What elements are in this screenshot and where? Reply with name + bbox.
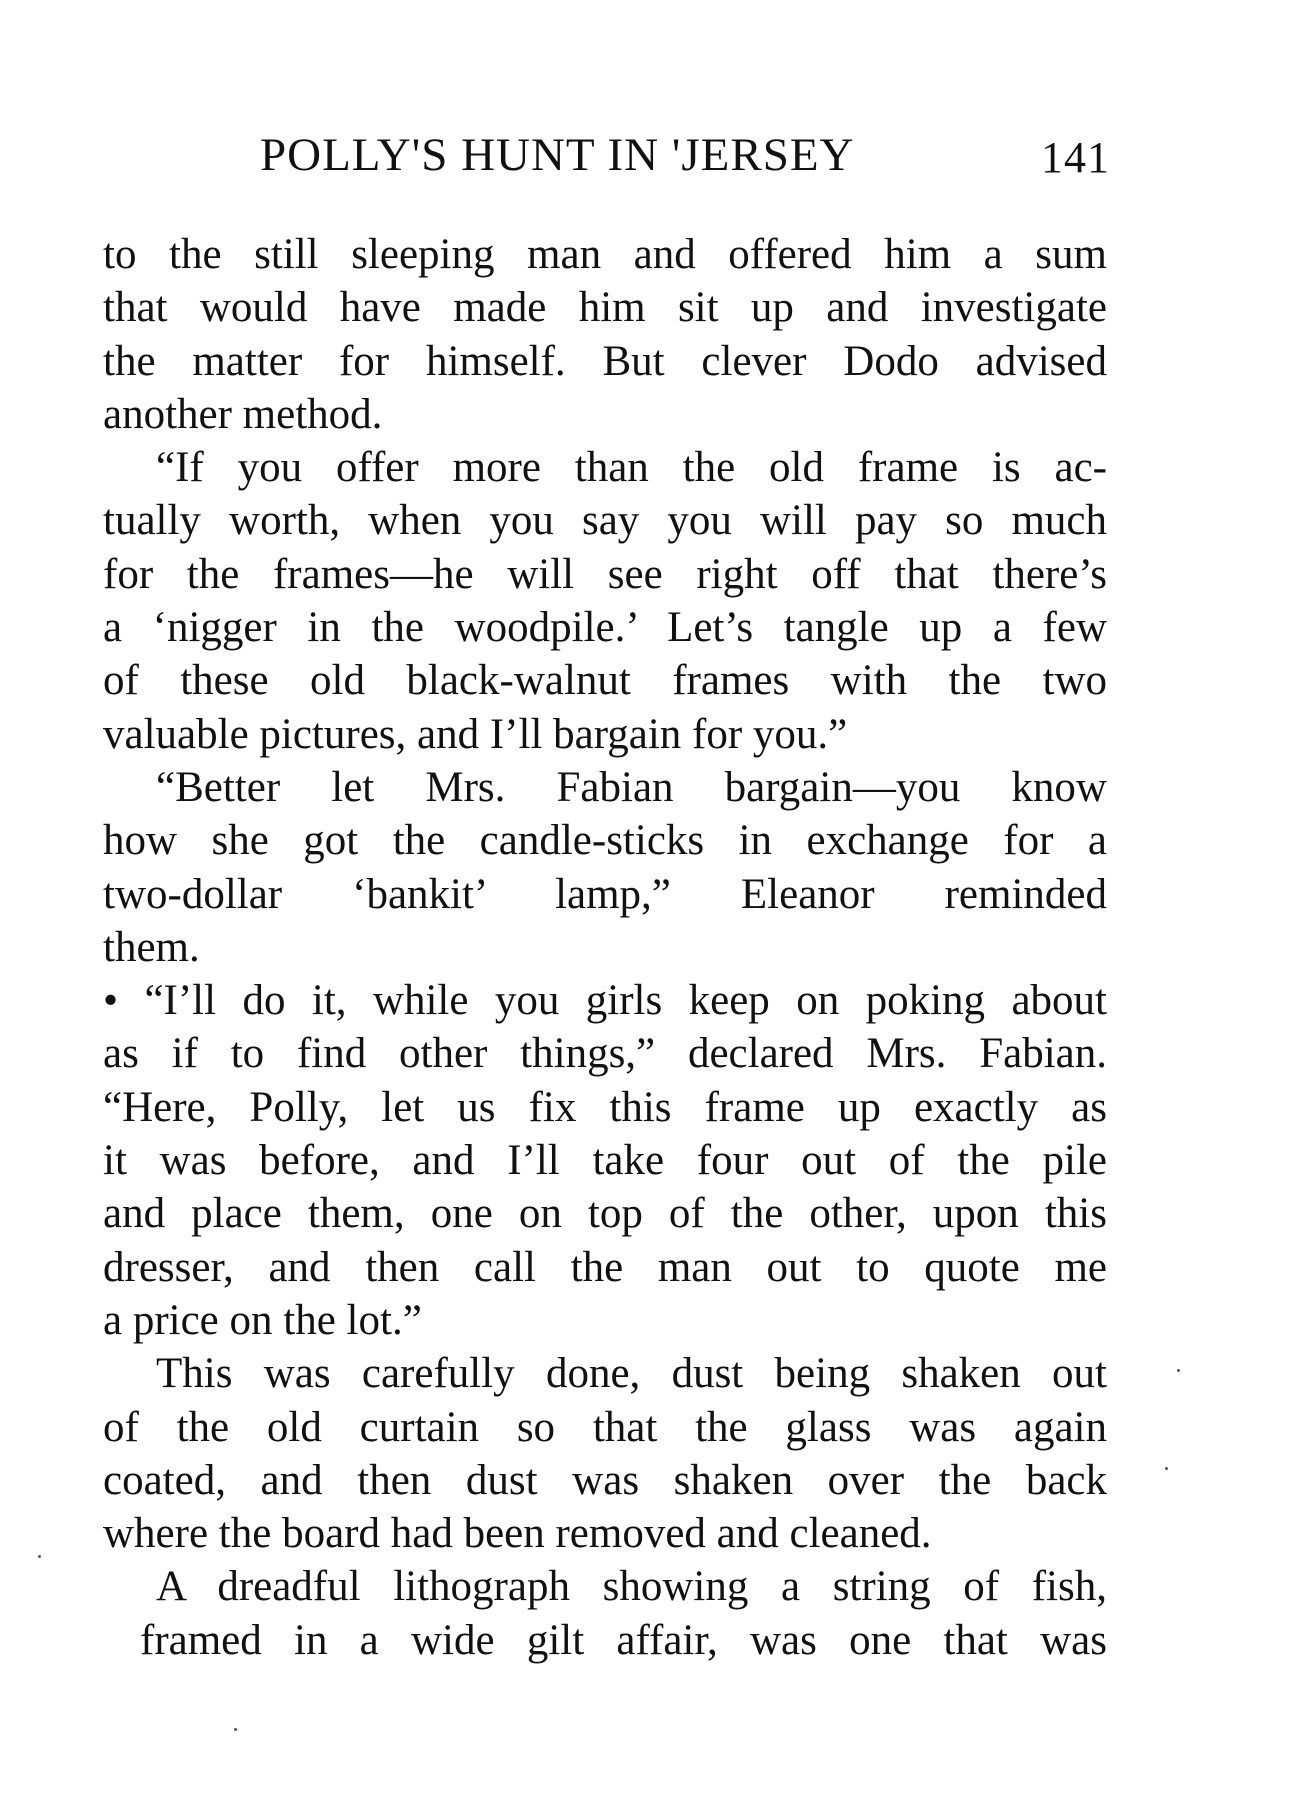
text-line: A dreadful lithograph showing a string of fish, bbox=[156, 1563, 1107, 1611]
text-line: tually worth, when you say you will pay so much bbox=[103, 497, 1107, 545]
text-line: to the still sleeping man and offered him a sum bbox=[103, 231, 1107, 278]
body-text bbox=[103, 228, 1107, 1667]
text-line: that would have made him sit up and investigate bbox=[103, 284, 1107, 332]
text-line: dresser, and then call the man out to quote me bbox=[103, 1243, 1107, 1291]
page-header bbox=[100, 128, 1110, 188]
text-line: for the frames—he will see right off that there’s bbox=[103, 550, 1107, 598]
text-line: and place them, one on top of the other, upon this bbox=[103, 1190, 1107, 1238]
text-line: it was before, and I’ll take four out of the pile bbox=[103, 1137, 1107, 1185]
text-line: of the old curtain so that the glass was again bbox=[103, 1403, 1107, 1451]
text-line: This was carefully done, dust being shaken out bbox=[156, 1350, 1107, 1398]
text-line: two-dollar ‘bankit’ lamp,” Eleanor reminded bbox=[103, 870, 1107, 918]
paper-speck bbox=[234, 1728, 237, 1731]
text-line: “Here, Polly, let us fix this frame up exactly as bbox=[103, 1083, 1107, 1131]
text-line: how she got the candle-sticks in exchange for a bbox=[103, 817, 1107, 865]
text-line: framed in a wide gilt affair, was one that was bbox=[140, 1616, 1107, 1664]
page-number: 141 bbox=[1041, 133, 1110, 182]
text-line: as if to find other things,” declared Mrs. Fabian. bbox=[103, 1030, 1107, 1078]
text-line: another method. bbox=[103, 390, 383, 438]
text-line: where the board had been removed and cleaned. bbox=[103, 1510, 932, 1558]
paper-speck bbox=[1177, 1369, 1180, 1372]
text-line: “Better let Mrs. Fabian bargain—you know bbox=[156, 763, 1107, 811]
text-line: • “I’ll do it, while you girls keep on poking about bbox=[103, 977, 1107, 1025]
text-line: a ‘nigger in the woodpile.’ Let’s tangle up a few bbox=[103, 604, 1107, 652]
paper-speck bbox=[38, 1555, 41, 1558]
text-line: “If you offer more than the old frame is ac- bbox=[156, 444, 1107, 492]
text-line: valuable pictures, and I’ll bargain for you.” bbox=[103, 710, 848, 758]
paper-speck bbox=[1165, 1467, 1168, 1470]
text-line: a price on the lot.” bbox=[103, 1296, 422, 1344]
running-head: POLLY'S HUNT IN 'JERSEY bbox=[260, 129, 855, 181]
text-line: them. bbox=[103, 923, 200, 971]
text-line: the matter for himself. But clever Dodo advised bbox=[103, 337, 1107, 385]
text-line: of these old black-walnut frames with the two bbox=[103, 657, 1107, 705]
text-line: coated, and then dust was shaken over the back bbox=[103, 1456, 1107, 1504]
